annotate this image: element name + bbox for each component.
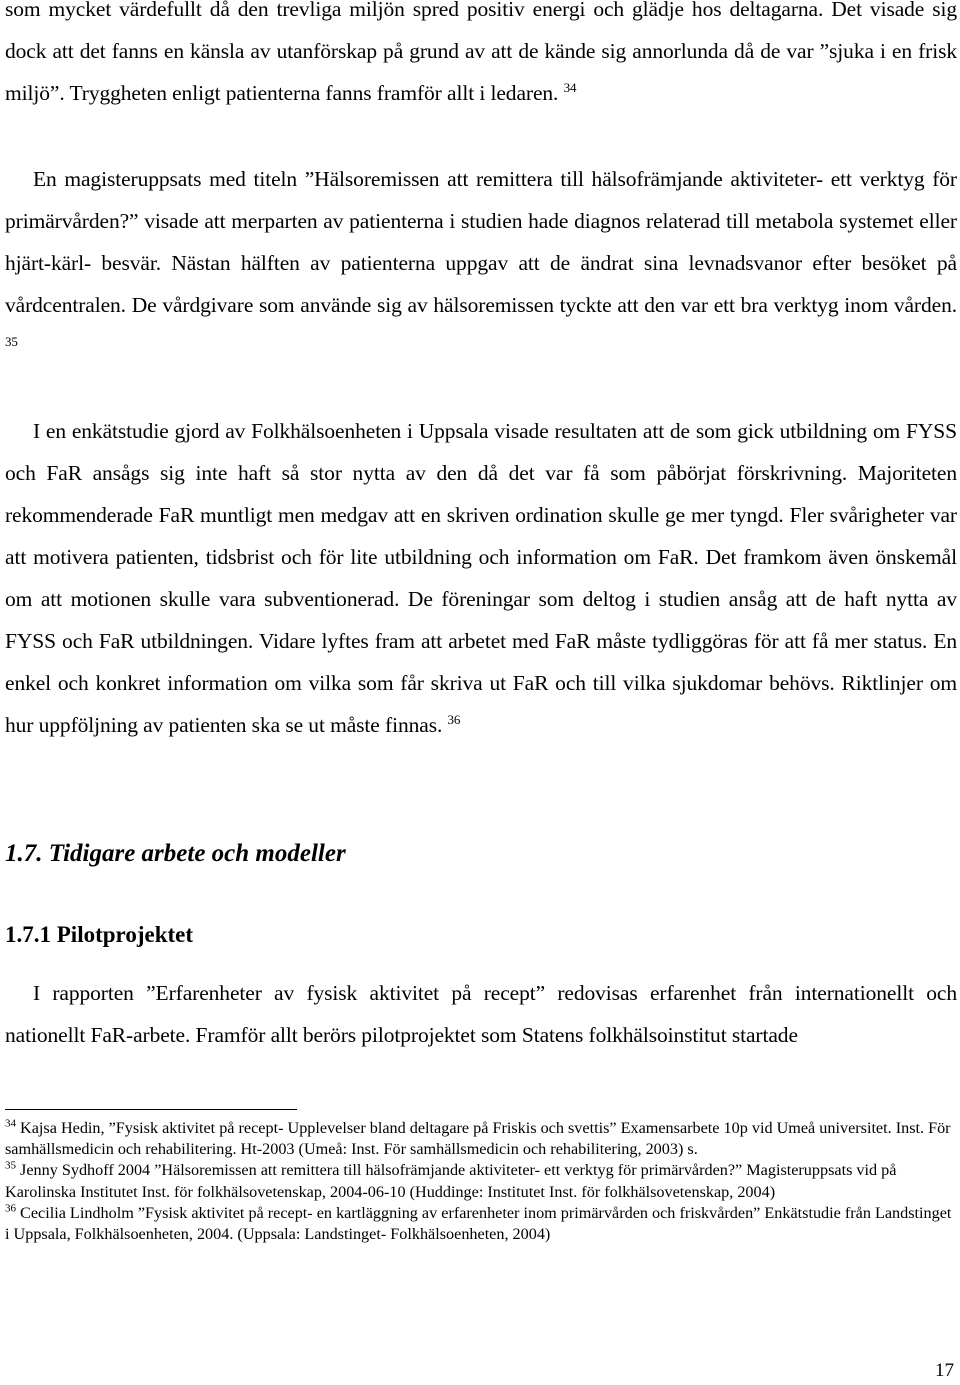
footnote-ref-36[interactable]: 36 [447,711,461,727]
paragraph-1 [5,0,957,114]
footnote-number: 34 [5,1117,16,1130]
paragraph-2 [5,158,957,368]
subsection-heading: 1.7.1 Pilotprojektet [5,922,194,947]
paragraph-text: I en enkätstudie gjord av Folkhälsoenheten i Uppsala visade resultaten att de som gick utbildning om FYSS och FaR ansågs sig inte haft så stor nytta av den då det var få som påbörjat förskrivning. Majoriteten rekommenderade FaR muntligt men medgav att en skriven ordination skulle ge mer tyngd. Fler svårigheter var att motivera patienten, tidsbrist och för lite utbildning och information om FaR. Det framkom även önskemål om att motionen skulle vara subventionerad. De föreningar som deltog i studien ansåg att de haft nytta av FYSS och FaR utbildningen. Vidare lyftes fram att arbetet med FaR måste tydliggöras för att få mer status. En enkel och konkret information om vilka som får skriva ut FaR och till vilka sjukdomar behövs. Riktlinjer om hur uppföljning av patienten ska se ut måste finnas. [5,419,957,737]
footnote-34 [5,1118,955,1160]
footnote-text: Jenny Sydhoff 2004 ”Hälsoremissen att remittera till hälsofrämjande aktiviteter- ett verktyg för primärvården?” Magisteruppsats vid på Karolinska Institutet Inst. för folkhälsovetenskap, 2004-06-10 (Huddinge: Institutet Inst. för folkhälsovetenskap, 2004) [5,1161,897,1201]
paragraph-3 [5,410,957,746]
paragraph-text: som mycket värdefullt då den trevliga miljön spred positiv energi och glädje hos deltagarna. Det visade sig dock att det fanns en känsla av utanförskap på grund av att de kände sig annorlunda då de var ”sjuka i en frisk miljö”. Tryggheten enligt patienterna fanns framför allt i ledaren. [5,0,957,105]
footnote-number: 35 [5,1160,16,1173]
footnote-text: Kajsa Hedin, ”Fysisk aktivitet på recept- Upplevelser bland deltagare på Friskis och svettis” Examensarbete 10p vid Umeå universitet. Inst. För samhällsmedicin och rehabilitering. Ht-2003 (Umeå: Inst. För samhällsmedicin och rehabilitering, 2003) s. [5,1119,951,1159]
footnote-ref-34[interactable]: 34 [563,79,577,95]
paragraph-text: En magisteruppsats med titeln ”Hälsoremissen att remittera till hälsofrämjande aktiviteter- ett verktyg för primärvården?” visade att merparten av patienterna i studien hade diagnos relaterad till metabola systemet eller hjärt-kärl- besvär. Nästan hälften av patienterna uppgav att de ändrat sina levnadsvanor efter besöket på vårdcentralen. De vårdgivare som använde sig av hälsoremissen tyckte att den var ett bra verktyg inom vården. [5,167,957,317]
footnotes [5,1118,955,1245]
section-heading: 1.7. Tidigare arbete och modeller [5,840,346,867]
footnote-number: 36 [5,1202,16,1215]
page-number: 17 [935,1360,954,1381]
footnote-text: Cecilia Lindholm ”Fysisk aktivitet på recept- en kartläggning av erfarenheter inom primärvården och friskvården” Enkätstudie från Landstinget i Uppsala, Folkhälsoenheten, 2004. (Uppsala: Landstinget- Folkhälsoenheten, 2004) [5,1203,952,1244]
paragraph-text: I rapporten ”Erfarenheter av fysisk aktivitet på recept” redovisas erfarenhet från internationellt och nationellt FaR-arbete. Framför allt berörs pilotprojektet som Statens folkhälsoinstitut startade [5,981,957,1047]
paragraph-4 [5,972,957,1056]
footnote-separator [5,1109,297,1110]
footnote-36 [5,1203,955,1245]
footnote-35 [5,1160,955,1202]
footnote-ref-35[interactable]: 35 [5,333,18,349]
